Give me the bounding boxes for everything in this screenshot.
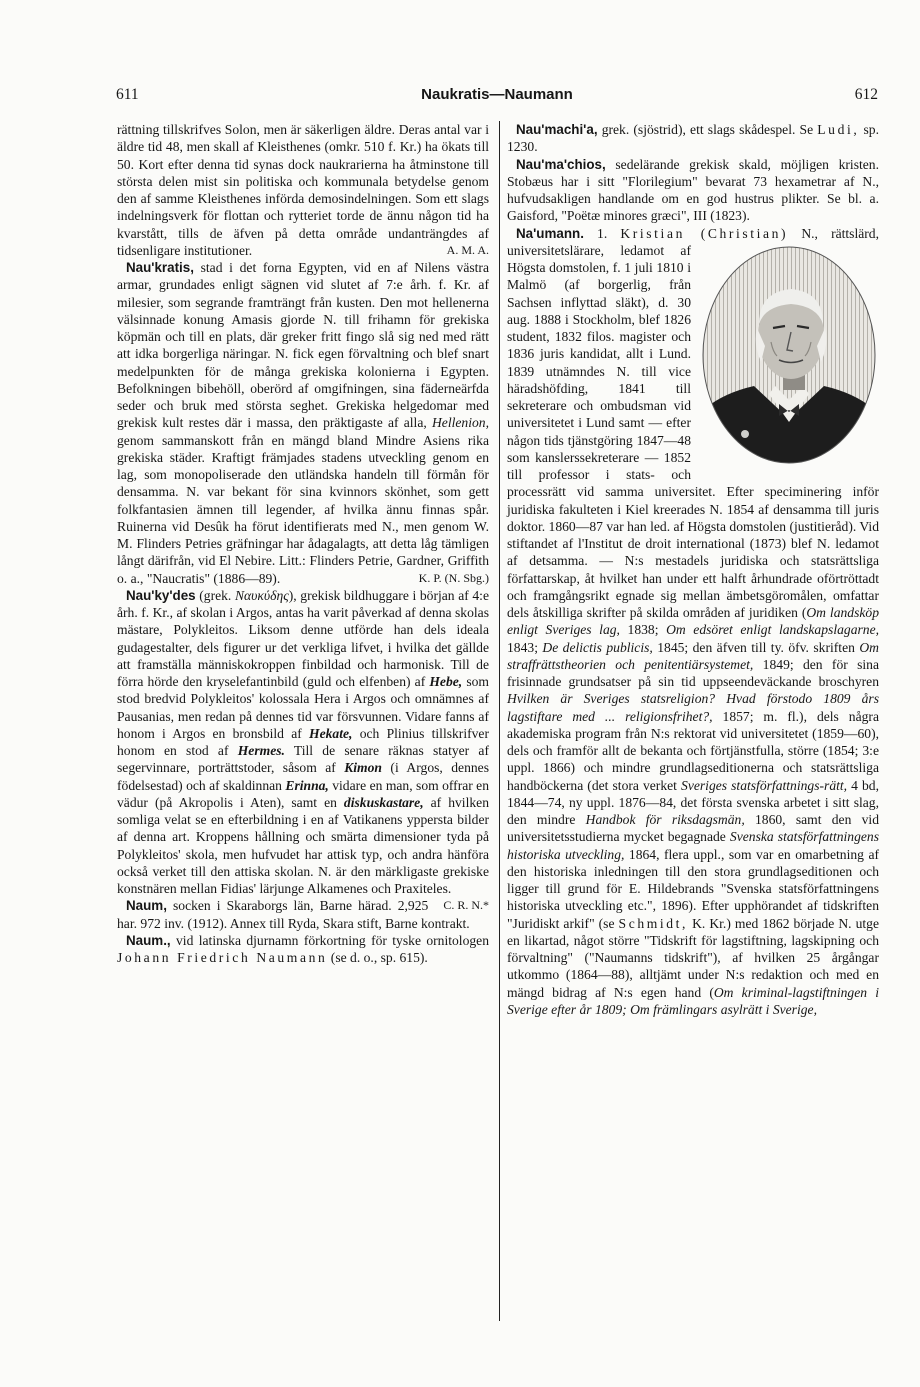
left-column (117, 121, 489, 966)
headword-naum: Naum, (126, 898, 167, 914)
spaced-name: Johann Friedrich Naumann (117, 950, 328, 965)
right-column (507, 121, 879, 1018)
headword-naukratis: Nau'kratis, (126, 260, 194, 275)
headword-naum-abbrev: Naum., (126, 932, 171, 948)
headword-naumachios: Nau'ma'chios, (516, 156, 606, 172)
headword-naumachia: Nau'machi'a, (516, 122, 598, 137)
page-header (116, 86, 878, 108)
headword-naumann: Na'umann. (516, 225, 584, 241)
running-title: Naukratis—Naumann (421, 86, 573, 103)
spaced-name: Kristian (Christian) (620, 225, 789, 241)
entry-naum-abbrev: Naum., vid latinska djurnamn förkortning för tyske ornitologen Johann Friedrich Naumann (se d. o., sp. 615). (117, 932, 489, 965)
author-signature: C. R. N.* (443, 898, 489, 913)
column-divider (499, 121, 500, 1321)
spaced-ludi: Ludi, (817, 122, 860, 137)
entry-naukydes: Nau'ky'des (grek. Ναυκύδης), grekisk bildhuggare i början af 4:e årh. f. Kr., af skolan i Argos, antas ha varit påverkad af denna skolas mästare, Polykleitos. Liksom denne utförde han dels ideala gudagestalter, dels figurer ur det verkliga lifvet, i hvilka det gällde att framställa människokroppen finbildad och harmonisk. Till de förra hörde den kryselefantinbild (guld och elfenben) af Hebe, som stod bredvid Polykleitos' kolossala Hera i Argos och omnämnes af Pausanias, men redan på dennes tid var försvunnen. Vidare fanns af honom i Argos en bronsbild af Hekate, och Plinius tillskrifver honom en stod af Hermes. Till de senare räknas statyer af segervinnare, porträttstoder, såsom af Kimon (i Argos, dennes födelsestad) och af skaldinnan Erinna, vidare en man, som offrar en vädur (på Akropolis i Aten), samt en diskuskastare, af hvilken somliga velat se en efterbildning i en af Vatikanens yppersta bilder af denna art. Kroppens hållning och smärta dimensioner tyda på Polykleitos' skola, men hufvudet har attisk typ, och andra hänföra också verket till den attiska skolan. N. är den märkligaste grekiske konstnären mellan Fidias' lärjunge Alkamenes och Praxiteles. C. R. N.* (117, 587, 489, 898)
page-number-left: 611 (116, 86, 139, 103)
headword-naukydes: Nau'ky'des (126, 587, 196, 603)
author-signature: K. P. (N. Sbg.) (418, 570, 489, 585)
entry-naumann: Na'umann. 1. Kristian (Christian) N., rättslärd, universitetslärare, ledamot af Högsta domstolen, f. 1 juli 1810 i Malmö (af borgerlig, från Sachsen inflyttad släkt), d. 30 aug. 1888 i Stockholm, blef 1826 student, 1832 filos. magister och 1836 juris kandidat, allt i Lund. 1839 utnämndes N. till vice häradshöfding, 1841 till sekreterare och ombudsman vid universitetet i Lund samt — efter någon tids tjänstgöring 1847—48 som kanslerssekreterare — 1852 till professor i stats- och processrätt vid samma universitet. Efter speciminering inför juridiska fakulteten i Kiel kreerades N. 1854 af densamma till juris doktor. 1860—87 var han led. af Högsta domstolen (justitieråd). Vid stiftandet af l'Institut de droit international (1873) blef N. ledamot af detsamma. — N:s mestadels juridiska och statsrättsliga författarskap, åt hvilket han under ett halft århundrade oförtröttadt och framgångsrikt egnade sig mellan ämbetsgöromålen, omfattar dels åtskilliga skrifter på skilda områden af juridiken (Om landsköp enligt Sveriges lag, 1838; Om edsöret enligt landskapslagarne, 1843; De delictis publicis, 1845; den äfven till ty. öfv. skriften Om straffrättstheorien och penitentiärsystemet, 1849; den för sina frisinnade grundsatser på sin tid uppseendeväckande broschyren Hvilken är Sveriges statsreligion? Hvad förstodo 1809 års lagstiftare med ... religionsfrihet?, 1857; m. fl.), dels några akademiska program från N:s rektorat vid universitetet (1859—60), dels och framför allt de bekanta och förtjänstfulla, större (1854; 3:e uppl. 1866) och mindre grundlagseditionerna och statsrättsliga handböckerna (det stora verket Sveriges statsförfattnings-rätt, 4 bd, 1844—74, ny uppl. 1876—84, det första svenska arbetet i sitt slag, den mindre Handbok för riksdagsmän, 1860, samt den vid universitetsstudierna mycket begagnade Svenska statsförfattningens historiska utveckling, 1864, flera uppl., som var en omarbetning af den historiska inledningen till den stora grundlagseditionen och ligger till grund för E. Hildebrands "Svenska statsförfattningens historiska utveckling etc.", 1896). Efter upphörandet af tidskriften "Juridiskt arkif" (se Schmidt, K. Kr.) med 1862 började N. utge en likartad, något större "Tidskrift för lagstiftning, lagskipning och förvaltning" ("Naumanns tidskrift"), af hvilken 25 årgångar utkommo (1864—88), alltjämt under N:s redaktion och med en mängd bidrag af N:s egen hand (Om kriminal-lagstiftningen i Sverige efter år 1809; Om främlingars asylrätt i Sverige, (507, 225, 880, 1017)
author-signature: A. M. A. (446, 242, 489, 257)
entry-naum-socken: Naum, socken i Skaraborgs län, Barne härad. 2,925 har. 972 inv. (1912). Annex till Ryda, Skara stift, Barne kontrakt. (117, 898, 470, 931)
spaced-schmidt: Schmidt, (618, 915, 689, 931)
page-number-right: 612 (854, 86, 878, 103)
portrait-engraving (699, 244, 879, 466)
entry-naukratis: Nau'kratis, stad i det forna Egypten, vid en af Nilens västra armar, grundades enligt sägnen vid slutet af 7:e årh. f. Kr. af milesier, som segrande framträngt från kusten. Den mot hellenerna välsinnade konung Amasis gjorde N. till frihamn för grekiska köpmän och till en plats, där greker fritt fingo slå sig ned med rätt att idka borgerliga näringar. N. fick egen förvaltning och blef snart medelpunkten för de många grekiska kolonierna i Egypten. Befolkningen bibehöll, oberörd af omgifningen, sina fäderneärfda seder och bruk med största seghet. Grekiska helgedomar med grekisk kult restes där i massa, den präktigaste af alla, Hellenion, genom sammanskott från en mängd bland Mindre Asiens rika grekiska städer. Kraftigt främjades stadens utveckling genom en lag, som monopoliserade den utländska handeln till förmån för densamma. N. var bekant för sina kvinnors skönhet, som gett folkfantasien ämnen till legender, af hvilka ännu finnas spår. Ruinerna vid Desûk ha förut identifierats med N., men genom W. M. Flinders Petries gräfningar har ådagalagts, att detta låg tämligen långt därifrån, vid El Nebire. Litt.: Flinders Petrie, Gardner, Griffith o. a., "Naucratis" (1886—89). K. P. (N. Sbg.) (117, 260, 489, 586)
entry-naumachia: Nau'machi'a, grek. (sjöstrid), ett slags skådespel. Se Ludi, sp. 1230. (507, 122, 879, 155)
entry-naumachios: Nau'ma'chios, sedelärande grekisk skald, möjligen kristen. Stobæus har i sitt "Florilegium" bevarat 73 hexametrar af N., hufvudsakligen handlande om en god hustrus plikter. Se bl. a. Gaisford, "Poëtæ minores græci", III (1823). (507, 156, 879, 224)
entry-naukrarier-continuation: rättning tillskrifves Solon, men är säkerligen äldre. Deras antal var i äldre tid 48, men skall af Kleisthenes (omkr. 510 f. Kr.) ha ökats till 50. Kort efter denna tid synas dock naukrarierna ha åtminstone till största delen mist sin politiska och kommunala betydelse genom den af samme Kleisthenes införda demosindelningen. Som ett slags indelningsverk för flottan och rytteriet torde de ännu någon tid ha kvarstått, tills de äfven på detta område undanträngdes af tidsenligare institutioner. A. M. A. (117, 122, 489, 258)
